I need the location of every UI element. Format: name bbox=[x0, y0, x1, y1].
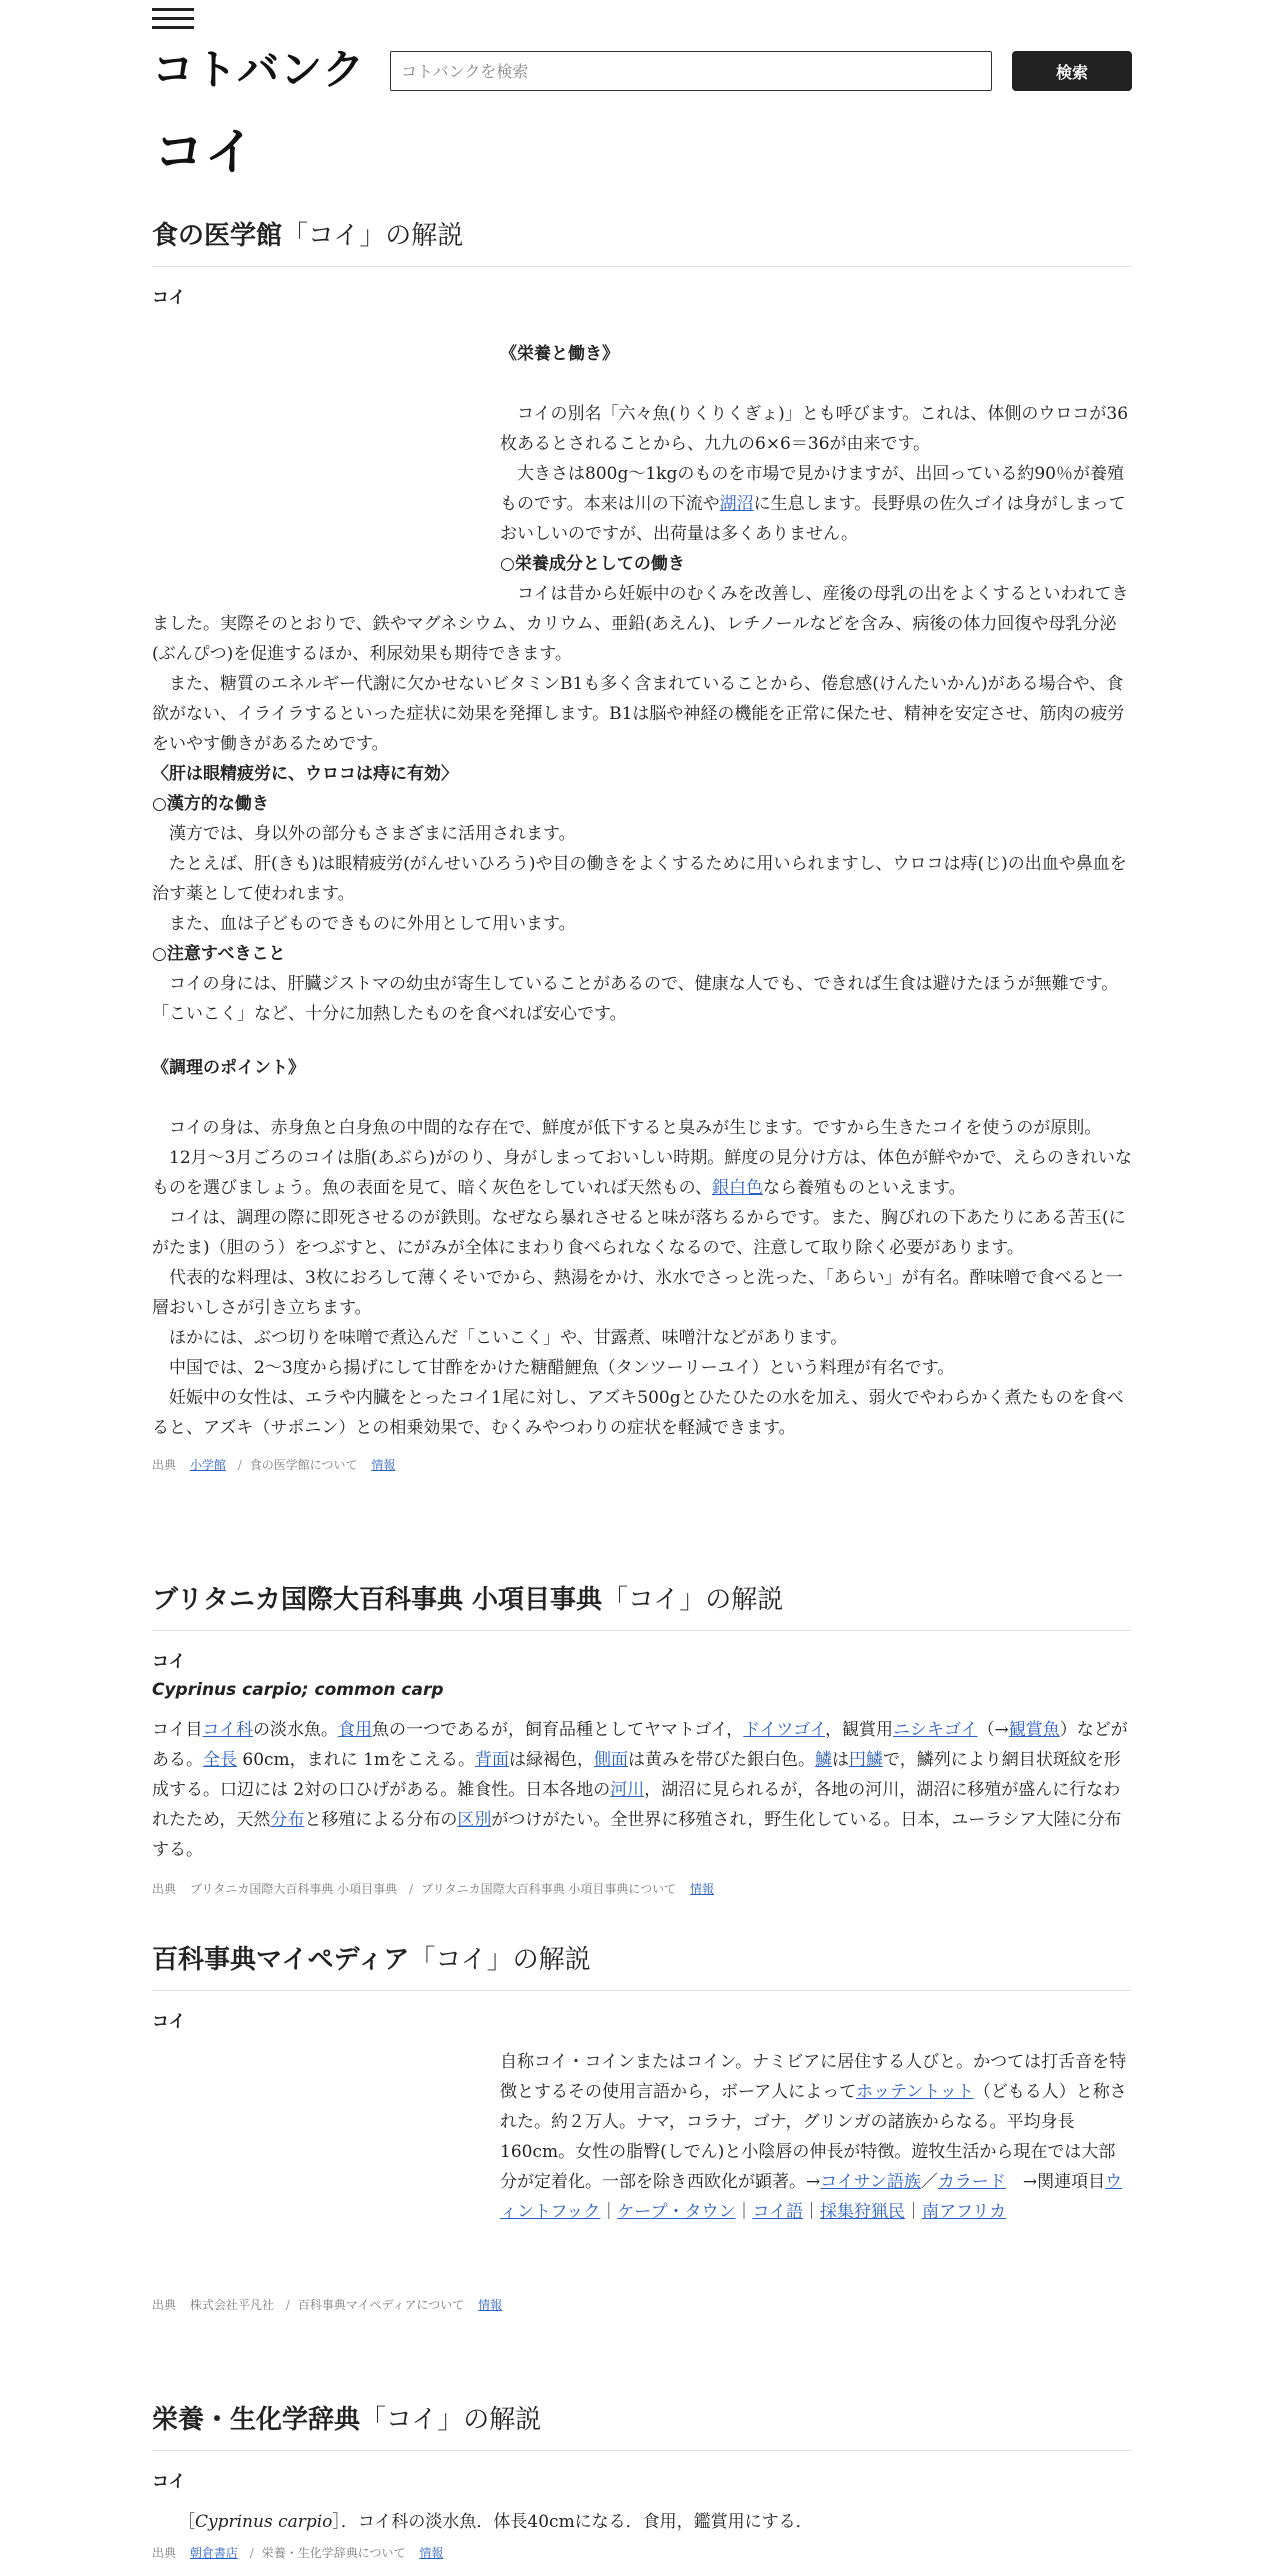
entry-body bbox=[152, 1715, 1132, 1865]
body-text: （→ bbox=[977, 1720, 1009, 1740]
paragraph: 12月～3月ごろのコイは脂(あぶら)がのり、身がしまっておいしい時期。鮮度の見分け方は、体色が鮮やかで、えらのきれいなものを選びましょう。魚の表面を見て、暗く灰色をしていれば天然もの、銀白色なら養殖ものといえます。 bbox=[152, 1148, 1132, 1198]
source-publisher-link[interactable]: 小学館 bbox=[189, 1458, 226, 1472]
entry-body: ［Cyprinus carpio］．コイ科の淡水魚．体長40cmになる．食用，鑑賞用にする． bbox=[178, 2512, 813, 2532]
body-text: ｜ bbox=[802, 2202, 820, 2222]
source-line: 出典 朝倉書店 / 栄養・生化学辞典について 情報 bbox=[152, 2546, 444, 2560]
entry-term: コイ bbox=[152, 1652, 186, 1672]
glossary-link[interactable]: 観賞魚 bbox=[1008, 1720, 1060, 1740]
section-shoku-no-igakukan bbox=[152, 218, 1132, 1475]
entry-term: コイ bbox=[152, 288, 186, 308]
paragraph: コイは、調理の際に即死させるのが鉄則。なぜなら暴れさせると味が落ちるからです。また、胸びれの下あたりにある苦玉(にがたま)（胆のう）をつぶすと、にがみが全体にまわり食べられなくなるので、注意して取り除く必要があります。 bbox=[152, 1208, 1126, 1258]
source-info-link[interactable]: 情報 bbox=[690, 1882, 715, 1896]
glossary-link[interactable]: コイ科 bbox=[202, 1720, 253, 1740]
body-text: 魚の一つであるが，飼育品種としてヤマトゴイ， bbox=[372, 1720, 744, 1740]
glossary-link[interactable]: 南アフリカ bbox=[921, 2202, 1007, 2222]
source-publisher-link[interactable]: 朝倉書店 bbox=[189, 2546, 238, 2560]
body-text: は黄みを帯びた銀白色。 bbox=[628, 1750, 816, 1770]
body-text: ／ bbox=[920, 2172, 938, 2192]
glossary-link[interactable]: ドイツゴイ bbox=[743, 1720, 826, 1740]
body-text: は緑褐色， bbox=[509, 1750, 595, 1770]
glossary-link[interactable]: ホッテントット bbox=[856, 2082, 974, 2102]
body-text: →関連項目 bbox=[1005, 2172, 1106, 2192]
body-text: 自称コイ・コインまたはコイン。ナミビアに居住する人びと。かつては打舌音を特徴とするその使用言語から，ボーア人によって bbox=[500, 2052, 1127, 2102]
paragraph: また、糖質のエネルギー代謝に欠かせないビタミンB1も多く含まれていることから、倦怠感(けんたいかん)がある場合や、食欲がない、イライラするといった症状に効果を発揮します。B1は脳や神経の機能を正常に保たせ、精神を安定させ、筋肉の疲労をいやす働きがあるためです。 bbox=[152, 674, 1125, 754]
paragraph: ほかには、ぶつ切りを味噌で煮込んだ「こいこく」や、甘露煮、味噌汁などがあります。 bbox=[169, 1328, 848, 1348]
paragraph: 代表的な料理は、3枚におろして薄くそいでから、熱湯をかけ、氷水でさっと洗った、「あらい」が有名。酢味噌で食べると一層おいしさが引き立ちます。 bbox=[152, 1268, 1123, 1318]
paragraph: コイの身には、肝臓ジストマの幼虫が寄生していることがあるので、健康な人でも、できれば生食は避けたほうが無難です。「こいこく」など、十分に加熱したものを食べれば安心です。 bbox=[152, 974, 1119, 1024]
section-britannica bbox=[152, 1582, 1132, 1899]
link-ginhakushoku[interactable]: 銀白色 bbox=[711, 1178, 763, 1198]
body-text: と移殖による分布の bbox=[304, 1810, 458, 1830]
body-text: （どもる人）と称された。約２万人。ナマ，コラナ，ゴナ，グリンガの諸族からなる。平均身長160cm。女性の脂臀(しでん)と小陰唇の伸長が特徴。遊牧生活から現在では大部分が定着化。一部を除き西欧化が顕著。→ bbox=[500, 2082, 1127, 2192]
source-info-link[interactable]: 情報 bbox=[478, 2298, 503, 2312]
site-logo[interactable]: コトバンク bbox=[152, 45, 366, 94]
glossary-link[interactable]: 区別 bbox=[457, 1810, 492, 1830]
glossary-link[interactable]: 鱗 bbox=[815, 1750, 833, 1770]
source-line: 出典 ブリタニカ国際大百科事典 小項目事典 / ブリタニカ国際大百科事典 小項目事典について 情報 bbox=[152, 1882, 715, 1896]
paragraph: コイは昔から妊娠中のむくみを改善し、産後の母乳の出をよくするといわれてきました。実際そのとおりで、鉄やマグネシウム、カリウム、亜鉛(あえん)、レチノールなどを含み、病後の体力回復や母乳分泌(ぶんぴつ)を促進するほか、利尿効果も期待できます。 bbox=[152, 584, 1129, 664]
paragraph: 漢方では、身以外の部分もさまざまに活用されます。 bbox=[169, 824, 576, 844]
glossary-link[interactable]: 側面 bbox=[594, 1750, 629, 1770]
body-text: ｜ bbox=[600, 2202, 618, 2222]
body-text: は bbox=[832, 1750, 850, 1770]
glossary-link[interactable]: カラード bbox=[937, 2172, 1006, 2192]
glossary-link[interactable]: コイサン語族 bbox=[820, 2172, 921, 2192]
glossary-link[interactable]: 全長 bbox=[203, 1750, 237, 1770]
subheading: ○注意すべきこと bbox=[152, 944, 286, 964]
glossary-link[interactable]: 円鱗 bbox=[849, 1750, 884, 1770]
subheading: ○栄養成分としての働き bbox=[500, 554, 685, 574]
entry-body bbox=[152, 2047, 1132, 2227]
search-button[interactable]: 検索 bbox=[1012, 51, 1132, 91]
glossary-link[interactable]: ケープ・タウン bbox=[617, 2202, 736, 2222]
section-heading: 栄養・生化学辞典「コイ」の解説 bbox=[152, 2402, 1132, 2451]
paragraph: コイの別名「六々魚(りくりくぎょ)」とも呼びます。これは、体側のウロコが36枚あるとされることから、九九の6×6＝36が由来です。 bbox=[500, 404, 1129, 454]
glossary-link[interactable]: ニシキゴイ bbox=[893, 1720, 978, 1740]
body-text: ｜ bbox=[735, 2202, 753, 2222]
paragraph: 妊娠中の女性は、エラや内臓をとったコイ1尾に対し、アズキ500gとひたひたの水を加え、弱火でやわらかく煮たものを食べると、アズキ（サポニン）との相乗効果で、むくみやつわりの症状を軽減できます。 bbox=[152, 1388, 1124, 1438]
section-heading: 食の医学館「コイ」の解説 bbox=[152, 218, 1132, 267]
glossary-link[interactable]: 食用 bbox=[338, 1720, 372, 1740]
subheading: ○漢方的な働き bbox=[152, 794, 269, 814]
section-mypedia bbox=[152, 1942, 1132, 2315]
body-text: ）などがある。 bbox=[152, 1720, 1128, 1770]
paragraph: 中国では、2～3度から揚げにして甘酢をかけた糖醋鯉魚（タンツーリーユイ）という料理が有名です。 bbox=[169, 1358, 955, 1378]
search-input[interactable] bbox=[390, 51, 992, 91]
body-text: コイ目 bbox=[152, 1720, 203, 1740]
menu-icon[interactable] bbox=[152, 8, 194, 32]
subheading: 〈肝は眼精疲労に、ウロコは痔に有効〉 bbox=[152, 764, 458, 784]
paragraph: 大きさは800g～1kgのものを市場で見かけますが、出回っている約90％が養殖ものです。本来は川の下流や湖沼に生息します。長野県の佐久ゴイは身がしまっておいしいのですが、出荷量は多くありません。 bbox=[500, 464, 1126, 544]
body-text: の淡水魚。 bbox=[253, 1720, 338, 1740]
body-text: ，観賞用 bbox=[825, 1720, 894, 1740]
entry-term: コイ bbox=[152, 2472, 186, 2492]
body-text: がつけがたい。全世界に移殖され，野生化している。日本，ユーラシア大陸に分布する。 bbox=[152, 1810, 1122, 1860]
source-line: 出典 小学館 / 食の医学館について 情報 bbox=[152, 1458, 396, 1472]
paragraph: たとえば、肝(きも)は眼精疲労(がんせいひろう)や目の働きをよくするために用いられますし、ウロコは痔(じ)の出血や鼻血を治す薬として使われます。 bbox=[152, 854, 1127, 904]
section-heading: ブリタニカ国際大百科事典 小項目事典「コイ」の解説 bbox=[152, 1582, 1132, 1631]
source-info-link[interactable]: 情報 bbox=[419, 2546, 444, 2560]
glossary-link[interactable]: コイ語 bbox=[752, 2202, 803, 2222]
source-info-link[interactable]: 情報 bbox=[371, 1458, 396, 1472]
source-line: 出典 株式会社平凡社 / 百科事典マイペディアについて 情報 bbox=[152, 2298, 503, 2312]
latin-name: Cyprinus carpio; common carp bbox=[152, 1680, 444, 1700]
body-text: ｜ bbox=[904, 2202, 922, 2222]
glossary-link[interactable]: 河川 bbox=[610, 1780, 645, 1800]
subheading: 《調理のポイント》 bbox=[152, 1058, 305, 1078]
subheading: 《栄養と働き》 bbox=[500, 344, 619, 364]
paragraph: コイの身は、赤身魚と白身魚の中間的な存在で、鮮度が低下すると臭みが生じます。ですから生きたコイを使うのが原則。 bbox=[169, 1118, 1102, 1138]
section-heading: 百科事典マイペディア「コイ」の解説 bbox=[152, 1942, 1132, 1991]
link-koshou[interactable]: 湖沼 bbox=[719, 494, 754, 514]
glossary-link[interactable]: 背面 bbox=[475, 1750, 510, 1770]
section-eiyou-seikagaku bbox=[152, 2402, 1132, 2563]
entry-term: コイ bbox=[152, 2012, 186, 2032]
paragraph: また、血は子どものできものに外用として用います。 bbox=[169, 914, 576, 934]
page-title: コイ bbox=[154, 123, 257, 181]
body-text: 60cm，まれに 1mをこえる。 bbox=[237, 1750, 476, 1770]
body-text: ，湖沼に見られるが，各地の河川，湖沼に移殖が盛んに行なわれたため，天然 bbox=[152, 1780, 1121, 1830]
glossary-link[interactable]: ウィントフック bbox=[500, 2172, 1123, 2222]
glossary-link[interactable]: 採集狩猟民 bbox=[819, 2202, 905, 2222]
glossary-link[interactable]: 分布 bbox=[270, 1810, 305, 1830]
body-text: で，鱗列により網目状斑紋を形成する。口辺には 2対の口ひげがある。雑食性。日本各地の bbox=[152, 1750, 1121, 1800]
